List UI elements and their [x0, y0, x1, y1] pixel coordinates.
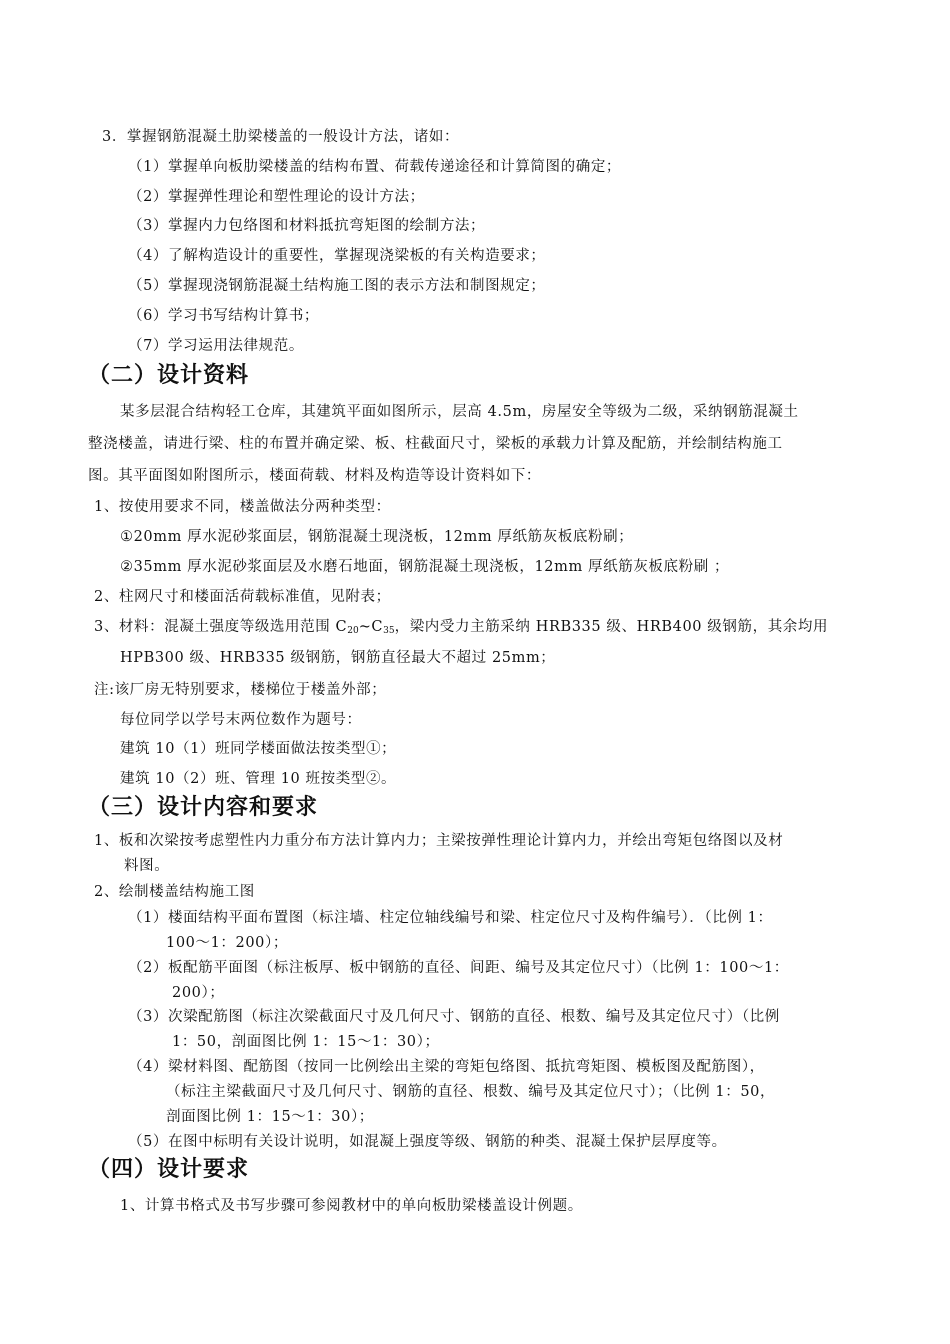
floor-type-intro: 1、按使用要求不同，楼盖做法分两种类型：	[94, 499, 391, 515]
note-line-4: 建筑 10（2）班、管理 10 班按类型②。	[120, 771, 397, 787]
objective-3-item-4: （4）了解构造设计的重要性，掌握现浇梁板的有关构造要求；	[128, 248, 546, 264]
materials-line	[94, 617, 828, 641]
design-data-paragraph-line-1: 某多层混合结构轻工仓库，其建筑平面如图所示，层高 4.5m，房屋安全等级为二级，采纳钢筋混凝土	[120, 404, 799, 420]
drawing-1-line-2: 100～1：200）；	[166, 935, 288, 951]
section-heading-design-data: （二）设计资料	[88, 363, 250, 388]
materials-continuation: HPB300 级、HRB335 级钢筋，钢筋直径最大不超过 25mm；	[120, 650, 556, 666]
content-item-2: 2、绘制楼盖结构施工图	[94, 884, 255, 900]
drawing-3-line-2: 1：50，剖面图比例 1：15～1：30）；	[172, 1034, 440, 1050]
drawing-5: （5）在图中标明有关设计说明，如混凝上强度等级、钢筋的种类、混凝土保护层厚度等。	[128, 1134, 727, 1150]
note-line: 注:该厂房无特别要求，楼梯位于楼盖外部；	[94, 682, 387, 698]
design-data-paragraph-line-2: 整浇楼盖，请进行梁、柱的布置并确定梁、板、柱截面尺寸，梁板的承载力计算及配筋，并绘制结构施工	[88, 436, 783, 452]
materials-text-a: 3、材料：混凝土强度等级选用范围 C	[94, 619, 348, 635]
drawing-1-line-1: （1）楼面结构平面布置图（标注墙、柱定位轴线编号和梁、柱定位尺寸及构件编号）．（比例 1：	[128, 910, 773, 926]
content-item-1-line-2: 料图。	[124, 858, 170, 874]
drawing-4-line-1: （4）梁材料图、配筋图（按同一比例绘出主梁的弯矩包络图、抵抗弯矩图、模板图及配筋图），	[128, 1059, 765, 1075]
design-data-paragraph-line-3: 图。其平面图如附图所示，楼面荷载、材料及构造等设计资料如下：	[88, 468, 541, 484]
column-grid-note: 2、柱网尺寸和楼面活荷载标准值，见附表；	[94, 589, 391, 605]
concrete-grade-min: 20	[347, 626, 359, 636]
objective-3-item-1: （1）掌握单向板肋梁楼盖的结构布置、荷载传递途径和计算简图的确定；	[128, 159, 622, 175]
note-line-3: 建筑 10（1）班同学楼面做法按类型①；	[120, 741, 397, 757]
drawing-2-line-2: 200）；	[172, 985, 225, 1001]
drawing-4-line-3: 剖面图比例 1：15～1：30）；	[166, 1109, 374, 1125]
content-item-1-line-1: 1、板和次梁按考虑塑性内力重分布方法计算内力；主梁按弹性理论计算内力，并绘出弯矩包络图以及材	[94, 833, 784, 849]
objective-3-item-7: （7）学习运用法律规范。	[128, 338, 304, 354]
objective-3-item-2: （2）掌握弹性理论和塑性理论的设计方法；	[128, 189, 425, 205]
materials-tilde: ~C	[358, 619, 384, 635]
requirement-item-1: 1、计算书格式及书写步骤可参阅教材中的单向板肋梁楼盖设计例题。	[120, 1198, 583, 1214]
section-heading-design-requirements: （四）设计要求	[88, 1157, 250, 1182]
materials-text-b: ，梁内受力主筋采纳 HRB335 级、HRB400 级钢筋，其余均用	[394, 619, 829, 635]
drawing-2-line-1: （2）板配筋平面图（标注板厚、板中钢筋的直径、间距、编号及其定位尺寸）（比例 1：100～1：	[128, 960, 789, 976]
drawing-4-line-2: （标注主梁截面尺寸及几何尺寸、钢筋的直径、根数、编号及其定位尺寸）；（比例 1：50，	[166, 1084, 776, 1100]
concrete-grade-max: 35	[383, 626, 395, 636]
objective-3-title: 3．掌握钢筋混凝土肋梁楼盖的一般设计方法，诸如：	[102, 129, 460, 145]
section-heading-design-content: （三）设计内容和要求	[88, 795, 319, 820]
floor-type-1: ①20mm 厚水泥砂浆面层，钢筋混凝土现浇板，12mm 厚纸筋灰板底粉刷；	[120, 529, 634, 545]
note-line-2: 每位同学以学号末两位数作为题号：	[120, 712, 362, 728]
objective-3-item-6: （6）学习书写结构计算书；	[128, 308, 320, 324]
drawing-3-line-1: （3）次梁配筋图（标注次梁截面尺寸及几何尺寸、钢筋的直径、根数、编号及其定位尺寸）（比例	[128, 1009, 780, 1025]
floor-type-2: ②35mm 厚水泥砂浆面层及水磨石地面，钢筋混凝土现浇板，12mm 厚纸筋灰板底粉刷 ；	[120, 559, 730, 575]
objective-3-item-5: （5）掌握现浇钢筋混凝土结构施工图的表示方法和制图规定；	[128, 278, 546, 294]
objective-3-item-3: （3）掌握内力包络图和材料抵抗弯矩图的绘制方法；	[128, 218, 486, 234]
